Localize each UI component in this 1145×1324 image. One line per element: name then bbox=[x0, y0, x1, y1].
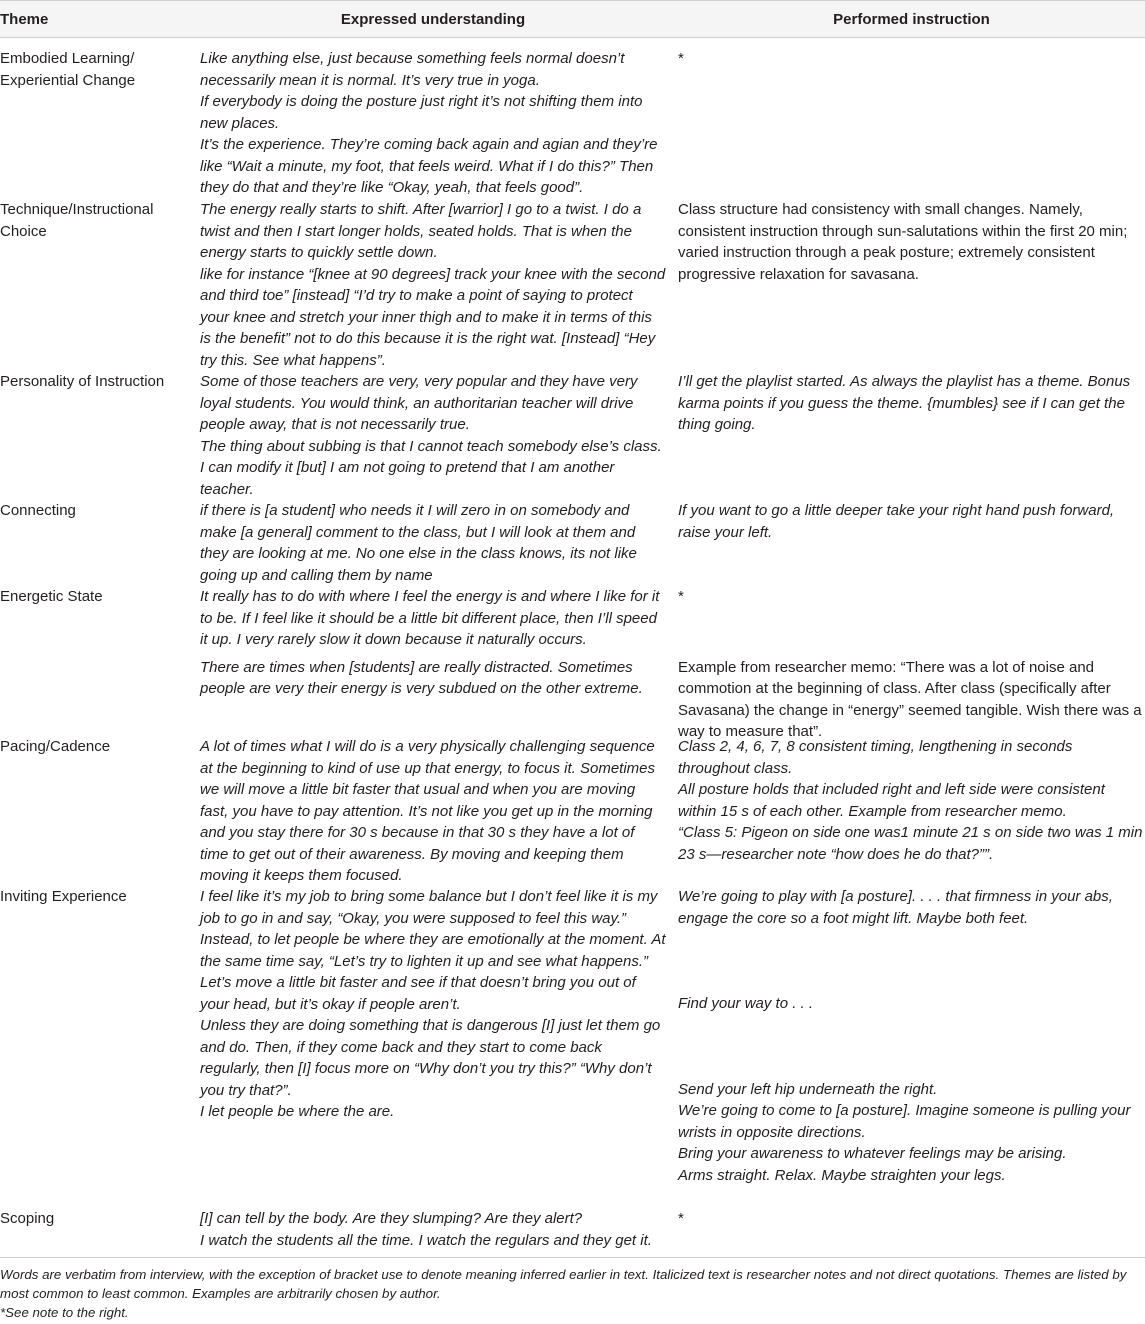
note: Class 2, 4, 6, 7, 8 consistent timing, lengthening in seconds throughout class. bbox=[678, 738, 1073, 777]
instruction: I’ll get the playlist started. As always the playlist has a theme. Bonus karma points if you guess the theme. {mumbles} see if I can get the thing going. bbox=[678, 373, 1131, 433]
expressed-cell bbox=[200, 886, 666, 1123]
expressed-cell bbox=[200, 48, 666, 199]
instruction: Arms straight. Relax. Maybe straighten your legs. bbox=[678, 1166, 1006, 1184]
table-footnote bbox=[0, 1265, 1140, 1322]
quote: If everybody is doing the posture just right it’s not shifting them into new places. bbox=[200, 93, 643, 132]
header-expressed: Expressed understanding bbox=[340, 11, 526, 28]
quote: I watch the students all the time. I watch the regulars and they get it. bbox=[200, 1231, 652, 1249]
observation: Class structure had consistency with small changes. Namely, consistent instruction through sun-salutations within the first 20 min; varied instruction through a peak posture; extremely consistent progressive relaxation for savasana. bbox=[678, 201, 1128, 283]
theme-cell: Scoping bbox=[0, 1210, 55, 1227]
instruction: If you want to go a little deeper take your right hand push forward, raise your left. bbox=[678, 502, 1115, 541]
theme-cell: Inviting Experience bbox=[0, 888, 127, 905]
quote: like for instance “[knee at 90 degrees] track your knee with the second and third toe” [instead] “I’d try to make a point of saying to protect your knee and stretch your inner thigh and to make it in terms of this is the benefit” not to do this because it is the right wat. [Instead] “Hey try this. See what happens”. bbox=[200, 265, 666, 369]
quote: I feel like it’s my job to bring some balance but I don’t feel like it is my job to go in and say, “Okay, you were supposed to feel this way.” Instead, to let people be where they are emotionally at the moment. At the same time say, “Let’s try to lighten it up and see what happens.” Let’s move a little bit faster and see if that doesn’t bring you out of your head, but it’s okay if people aren’t. bbox=[200, 888, 666, 1013]
instruction: We’re going to come to [a posture]. Imagine someone is pulling your wrists in opposite directions. bbox=[678, 1102, 1131, 1141]
theme-cell: Embodied Learning/ Experiential Change bbox=[0, 50, 136, 89]
note-marker: * bbox=[678, 1210, 684, 1227]
table-header bbox=[0, 0, 1145, 38]
performed-cell bbox=[678, 199, 1145, 285]
instruction: Find your way to . . . bbox=[678, 995, 814, 1012]
table-bottom-rule bbox=[0, 1257, 1145, 1258]
expressed-cell bbox=[200, 1208, 666, 1251]
expressed-cell bbox=[200, 199, 666, 371]
header-performed: Performed instruction bbox=[833, 11, 990, 28]
performed-cell bbox=[678, 1208, 1145, 1230]
quote: Some of those teachers are very, very popular and they have very loyal students. You would think, an authoritarian teacher will drive people away, that is not necessarily true. bbox=[200, 373, 638, 433]
expressed-cell bbox=[200, 371, 666, 500]
quote: The energy really starts to shift. After [warrior] I go to a twist. I do a twist and then I start longer holds, seated holds. That is when the energy starts to quickly settle down. bbox=[200, 201, 642, 261]
quote: if there is [a student] who needs it I will zero in on somebody and make [a general] comment to the class, but I will look at them and they are looking at me. No one else in the class knows, its not like going up and calling them by name bbox=[200, 502, 637, 584]
expressed-cell bbox=[200, 736, 666, 887]
quote: It really has to do with where I feel the energy is and where I like for it to be. If I feel like it should be a little bit different place, then I’ll speed it up. I very rarely slow it down because it naturally occurs. bbox=[200, 588, 660, 648]
header-theme: Theme bbox=[0, 11, 49, 28]
instruction: We’re going to play with [a posture]. . . . that firmness in your abs, engage the core so a foot might lift. Maybe both feet. bbox=[678, 888, 1113, 927]
performed-cell bbox=[678, 736, 1145, 865]
theme-cell: Connecting bbox=[0, 502, 76, 519]
footnote-star: *See note to the right. bbox=[0, 1305, 129, 1320]
performed-cell bbox=[678, 500, 1145, 543]
performed-cell bbox=[678, 886, 1145, 1186]
expressed-cell bbox=[200, 500, 666, 586]
note: “Class 5: Pigeon on side one was1 minute 21 s on side two was 1 min 23 s—researcher note “how does he do that?””. bbox=[678, 824, 1143, 863]
quote: Unless they are doing something that is dangerous [I] just let them go and do. Then, if they come back and they start to come back regularly, then [I] focus more on “Why don’t you try this?” “Why don’t you try that?”. bbox=[200, 1017, 661, 1099]
quote: A lot of times what I will do is a very physically challenging sequence at the beginning to kind of use up that energy, to focus it. Sometimes we will move a little bit faster that usual and when you are moving fast, you have to pay attention. It’s not like you get up in the morning and you stay there for 30 s because in that 30 s they have a lot of time to get out of their awareness. By moving and keeping them moving it keeps them focused. bbox=[200, 738, 655, 884]
note-marker: * bbox=[678, 588, 684, 605]
theme-cell: Technique/Instructional Choice bbox=[0, 201, 154, 240]
quote: [I] can tell by the body. Are they slumping? Are they alert? bbox=[200, 1210, 583, 1227]
theme-cell: Energetic State bbox=[0, 588, 103, 605]
performed-cell bbox=[678, 586, 1145, 743]
observation: Example from researcher memo: “There was a lot of noise and commotion at the beginning of class. After class (specifically after Savasana) the change in “energy” seemed tangible. Wish there was a way to measure that”. bbox=[678, 658, 1142, 740]
theme-cell: Personality of Instruction bbox=[0, 373, 165, 390]
note: All posture holds that included right and left side were consistent within 15 s of each other. Example from researcher memo. bbox=[678, 781, 1105, 820]
quote: I let people be where the are. bbox=[200, 1103, 395, 1120]
note-marker: * bbox=[678, 50, 684, 67]
performed-cell bbox=[678, 371, 1145, 436]
quote: The thing about subbing is that I cannot teach somebody else’s class. I can modify it [but] I am not going to pretend that I am another teacher. bbox=[200, 437, 662, 498]
performed-cell bbox=[678, 48, 1145, 70]
footnote-main: Words are verbatim from interview, with the exception of bracket use to denote meaning inferred earlier in text. Italicized text is researcher notes and not direct quotations. Themes are listed by most common to least common. Examples are arbitrarily chosen by author. bbox=[0, 1267, 1127, 1301]
quote: There are times when [students] are really distracted. Sometimes people are very their energy is very subdued on the other extreme. bbox=[200, 658, 643, 697]
instruction: Bring your awareness to whatever feelings may be arising. bbox=[678, 1145, 1067, 1162]
theme-cell: Pacing/Cadence bbox=[0, 738, 111, 755]
quote: It’s the experience. They’re coming back again and agian and they’re like “Wait a minute, my foot, that feels weird. What if I do this?” Then they do that and they’re like “Okay, yeah, that feels good”. bbox=[200, 136, 658, 196]
expressed-cell bbox=[200, 586, 666, 700]
quote: Like anything else, just because something feels normal doesn’t necessarily mean it is normal. It’s very true in yoga. bbox=[200, 50, 625, 89]
instruction: Send your left hip underneath the right. bbox=[678, 1080, 938, 1098]
